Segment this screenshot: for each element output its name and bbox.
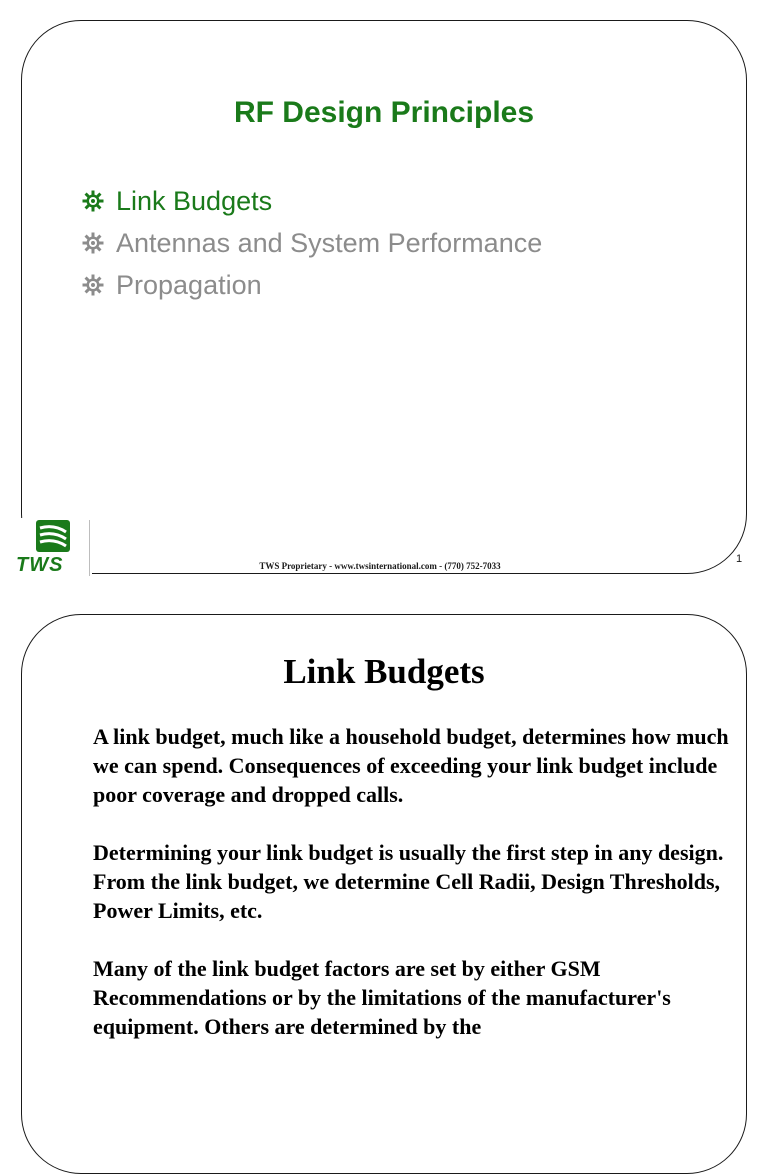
slide-1-bullet-list — [82, 180, 542, 306]
slide-2-body — [93, 722, 733, 1070]
bullet-item-antennas — [82, 222, 542, 264]
gear-bullet-icon — [82, 232, 104, 254]
gear-bullet-icon — [82, 274, 104, 296]
bullet-label: Propagation — [116, 269, 262, 300]
footer-label: TWS Proprietary - www.twsinternational.com - (770) 752-7033 — [253, 561, 506, 571]
bullet-label: Link Budgets — [116, 185, 273, 216]
gear-bullet-icon — [82, 190, 104, 212]
paragraph: Many of the link budget factors are set by either GSM Recommendations or by the limitations of the manufacturer's equipment. Others are determined by the — [93, 956, 671, 1039]
paragraph: A link budget, much like a household budget, determines how much we can spend. Consequences of exceeding your link budget include poor coverage and dropped calls. — [93, 724, 729, 807]
bullet-label: Antennas and System Performance — [116, 227, 543, 258]
bullet-item-link-budgets — [82, 180, 542, 222]
logo-text: TWS — [16, 554, 64, 576]
paragraph: Determining your link budget is usually the first step in any design. From the link budget, we determine Cell Radii, Design Thresholds, Power Limits, etc. — [93, 840, 724, 923]
tws-logo-icon — [36, 520, 76, 554]
bullet-item-propagation — [82, 264, 542, 306]
page-number: 1 — [736, 553, 743, 565]
slide-1-title: RF Design Principles — [233, 96, 535, 129]
slide-2-title: Link Budgets — [283, 652, 485, 691]
slide-1-footer — [0, 561, 760, 571]
